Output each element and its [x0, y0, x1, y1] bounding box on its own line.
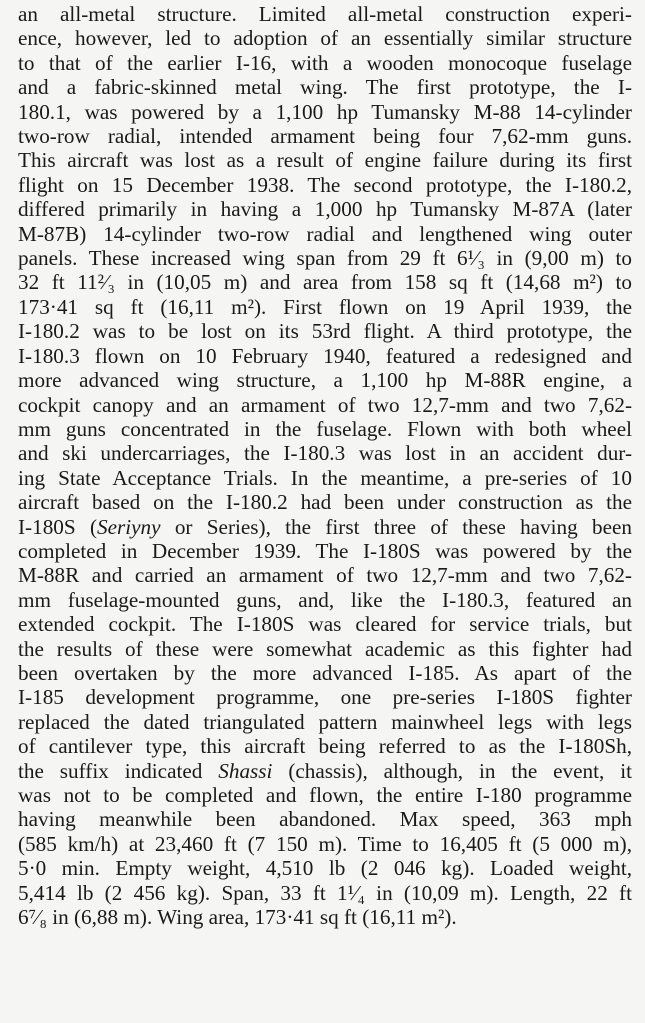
text-line: two-row radial, intended armament being four 7,62-mm guns. [18, 124, 632, 149]
text-line: having meanwhile been abandoned. Max speed, 363 mph [18, 807, 632, 832]
text-line: 180.1, was powered by a 1,100 hp Tumansky M-88 14-cylinder [18, 99, 632, 124]
text-line: completed in December 1939. The I-180S was powered by the [18, 538, 632, 563]
text-line: panels. These increased wing span from 29 ft 6¹⁄₃ in (9,00 m) to [18, 246, 632, 271]
text-line: This aircraft was lost as a result of engine failure during its first [18, 148, 632, 173]
text-line: of cantilever type, this aircraft being referred to as the I-180Sh, [18, 734, 632, 759]
text-line: differed primarily in having a 1,000 hp Tumansky M-87A (later [18, 197, 632, 222]
text-line: I-180.3 flown on 10 February 1940, featured a redesigned and [18, 343, 632, 368]
text-line: more advanced wing structure, a 1,100 hp M-88R engine, a [18, 368, 632, 393]
text-line: 173·41 sq ft (16,11 m²). First flown on 19 April 1939, the [18, 294, 632, 319]
text-line: and ski undercarriages, the I-180.3 was lost in an accident dur- [18, 441, 632, 466]
text-line: mm fuselage-mounted guns, and, like the I-180.3, featured an [18, 587, 632, 612]
text-line: 5·0 min. Empty weight, 4,510 lb (2 046 kg). Loaded weight, [18, 856, 632, 881]
text-line: been overtaken by the more advanced I-185. As apart of the [18, 660, 632, 685]
text-line: flight on 15 December 1938. The second prototype, the I-180.2, [18, 172, 632, 197]
text-line: replaced the dated triangulated pattern mainwheel legs with legs [18, 709, 632, 734]
text-line: M-88R and carried an armament of two 12,7-mm and two 7,62- [18, 563, 632, 588]
text-line: the results of these were somewhat academic as this fighter had [18, 636, 632, 661]
text-line: I-185 development programme, one pre-series I-180S fighter [18, 685, 632, 710]
text-line: cockpit canopy and an armament of two 12,7-mm and two 7,62- [18, 392, 632, 417]
text-line: M-87B) 14-cylinder two-row radial and lengthened wing outer [18, 221, 632, 246]
text-line: and a fabric-skinned metal wing. The first prototype, the I- [18, 75, 632, 100]
italic-term: Shassi [218, 758, 273, 783]
text-line: 5,414 lb (2 456 kg). Span, 33 ft 1¹⁄₄ in (10,09 m). Length, 22 ft [18, 880, 632, 905]
text-line: aircraft based on the I-180.2 had been under construction as the [18, 490, 632, 515]
text-line: 6⁷⁄₈ in (6,88 m). Wing area, 173·41 sq ft (16,11 m²). [18, 905, 457, 930]
text-line: I-180S (Seriyny or Series), the first three of these having been [18, 514, 632, 539]
text-line: I-180.2 was to be lost on its 53rd flight. A third prototype, the [18, 319, 632, 344]
text-line: (585 km/h) at 23,460 ft (7 150 m). Time to 16,405 ft (5 000 m), [18, 831, 632, 856]
text-line: 32 ft 11²⁄₃ in (10,05 m) and area from 158 sq ft (14,68 m²) to [18, 270, 632, 295]
text-line: extended cockpit. The I-180S was cleared for service trials, but [18, 612, 632, 637]
text-line: to that of the earlier I-16, with a wooden monocoque fuselage [18, 50, 632, 75]
text-line: the suffix indicated Shassi (chassis), although, in the event, it [18, 758, 632, 783]
text-line: mm guns concentrated in the fuselage. Flown with both wheel [18, 416, 632, 441]
text-line: ing State Acceptance Trials. In the meantime, a pre-series of 10 [18, 465, 632, 490]
text-line: was not to be completed and flown, the entire I-180 programme [18, 783, 632, 807]
italic-term: Seriyny [97, 514, 161, 539]
text-line: ence, however, led to adoption of an essentially similar structure [18, 26, 632, 51]
document-page [18, 2, 632, 929]
text-line: an all-metal structure. Limited all-metal construction experi- [18, 2, 632, 26]
